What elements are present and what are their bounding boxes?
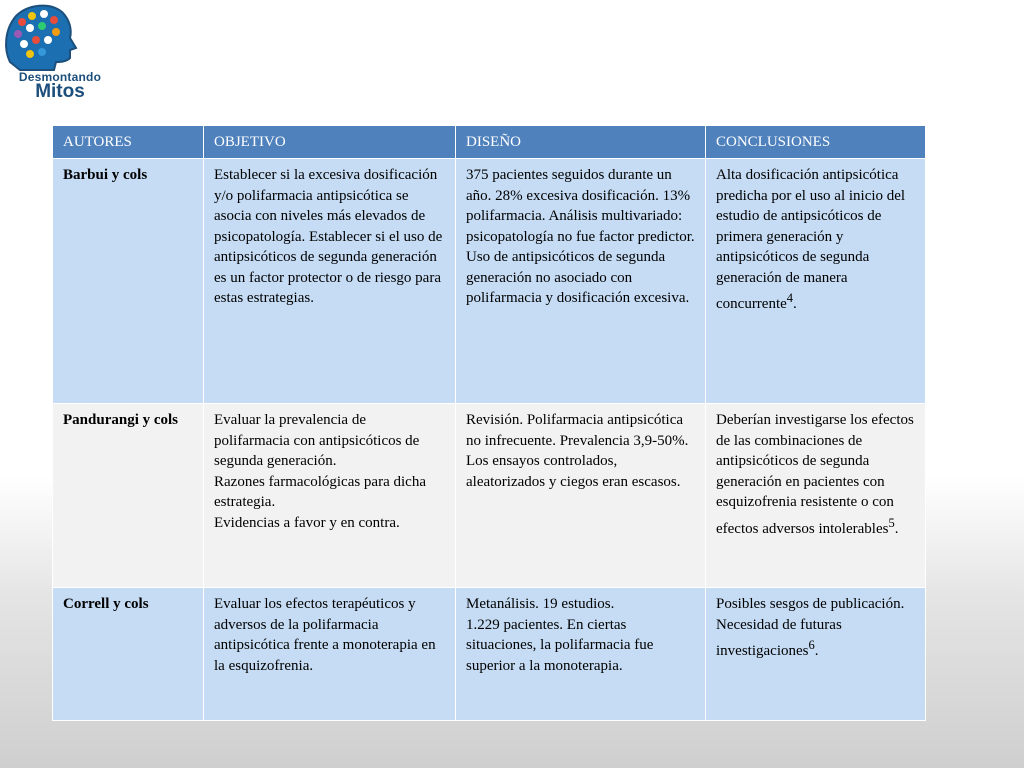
logo-text-mitos: Mitos — [35, 81, 85, 102]
header-diseno: DISEÑO — [456, 126, 706, 159]
cell-diseno: Revisión. Polifarmacia antipsicótica no infrecuente. Prevalencia 3,9-50%. Los ensayos controlados, aleatorizados y ciegos eran escasos. — [456, 404, 706, 588]
header-objetivo: OBJETIVO — [204, 126, 456, 159]
cell-diseno: 375 pacientes seguidos durante un año. 28% excesiva dosificación. 13% polifarmacia. Análisis multivariado: psicopatología no fue factor predictor. Uso de antipsicóticos de segunda generación no asociado con polifarmacia y dosificación excesiva. — [456, 159, 706, 404]
conclusion-text: Posibles sesgos de publicación. Necesidad de futuras investigaciones — [716, 596, 905, 659]
cell-autores: Barbui y cols — [53, 159, 204, 404]
cell-autores: Correll y cols — [53, 588, 204, 721]
table-row — [53, 588, 926, 721]
cell-conclusiones: Posibles sesgos de publicación. Necesidad de futuras investigaciones$^6$. — [706, 588, 926, 721]
conclusion-text: Deberían investigarse los efectos de las combinaciones de antipsicóticos de segunda generación en pacientes con esquizofrenia resistente o con efectos adversos intolerables — [716, 412, 914, 537]
header-conclusiones: CONCLUSIONES — [706, 126, 926, 159]
table-row — [53, 159, 926, 404]
cell-objetivo: Evaluar los efectos terapéuticos y adversos de la polifarmacia antipsicótica frente a monoterapia en la esquizofrenia. — [204, 588, 456, 721]
cell-conclusiones: Alta dosificación antipsicótica predicha por el uso al inicio del estudio de antipsicóticos de primera generación y antipsicóticos de segunda generación de manera concurrente$^4$. — [706, 159, 926, 404]
conclusion-text: Alta dosificación antipsicótica predicha por el uso al inicio del estudio de antipsicóticos de primera generación y antipsicóticos de segunda generación de manera concurrente — [716, 167, 906, 312]
cell-diseno: Metanálisis. 19 estudios. 1.229 pacientes. En ciertas situaciones, la polifarmacia fue superior a la monoterapia. — [456, 588, 706, 721]
reference-number: 4 — [786, 291, 794, 305]
cell-autores: Pandurangi y cols — [53, 404, 204, 588]
logo — [0, 0, 117, 104]
table-row — [53, 404, 926, 588]
header-autores: AUTORES — [53, 126, 204, 159]
reference-number: 6 — [808, 638, 815, 652]
table-header-row — [53, 126, 926, 159]
cell-objetivo: Evaluar la prevalencia de polifarmacia con antipsicóticos de segunda generación. Razones farmacológicas para dicha estrategia. Evidencias a favor y en contra. — [204, 404, 456, 588]
cell-objetivo: Establecer si la excesiva dosificación y/o polifarmacia antipsicótica se asocia con niveles más elevados de psicopatología. Establecer si el uso de antipsicóticos de segunda generación es un factor protector o de riesgo para estas estrategias. — [204, 159, 456, 404]
reference-number: 5 — [888, 515, 895, 530]
studies-table — [52, 125, 926, 721]
logo-text-desmontando: Desmontando — [18, 70, 102, 84]
cell-conclusiones: Deberían investigarse los efectos de las combinaciones de antipsicóticos de segunda generación en pacientes con esquizofrenia resistente o con efectos adversos intolerables$^5$. — [706, 404, 926, 588]
